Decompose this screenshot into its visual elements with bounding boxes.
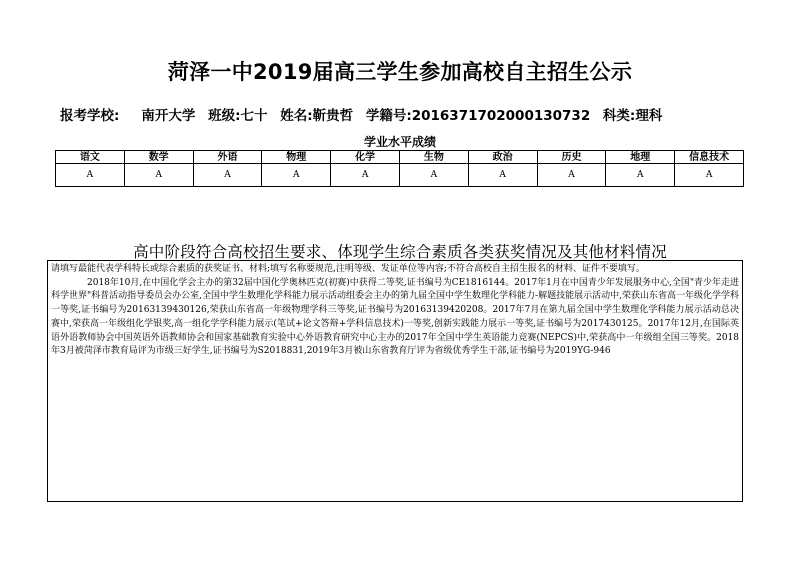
subject-cell: 地理 xyxy=(606,151,675,164)
awards-content: 2018年10月,在中国化学会主办的第32届中国化学奥林匹克(初赛)中获得二等奖,证书编号为CE1816144。2017年1月在中国青少年发展服务中心,全国"青少年走进科学世界"科普活动指导委员会办公室,全国中学生数理化学科能力展示活动组委会主办的第九届全国中学生数理化学科能力-解题技能展示活动中,荣获山东省高一年级化学学科一等奖,证书编号为20163139430126,荣获山东省高一年级物理学科三等奖,证书编号为20163139420208。2017年7月在第九届全国中学生数理化学科能力展示活动总决赛中,荣获高一年级组化学银奖,高一组化学学科能力展示(笔试+论文答辩+学科信息技术)一等奖,创新实践能力展示一等奖,证书编号为2017430125。2017年12月,在国际英语外语教师协会中国英语外语教师协会和国家基础教育实验中心外语教育研究中心主办的2017年全国中学生英语能力竞赛(NEPCS)中,荣获高中一年级组全国三等奖。2018年3月被菏泽市教育局评为市级三好学生,证书编号为S2018831,2019年3月被山东省教育厅评为省级优秀学生干部,证书编号为2019YG-946 xyxy=(51,277,739,357)
grades-header-row xyxy=(56,151,744,164)
score-cell: A xyxy=(606,164,675,187)
awards-box xyxy=(47,260,743,502)
grades-caption: 学业水平成绩 xyxy=(363,135,436,149)
score-cell: A xyxy=(56,164,125,187)
name-label: 姓名: xyxy=(280,108,313,124)
score-cell: A xyxy=(468,164,537,187)
track-value: 理科 xyxy=(635,108,663,124)
school-label: 报考学校: xyxy=(60,108,120,124)
subject-cell: 生物 xyxy=(399,151,468,164)
student-id-value: 2016371702000130732 xyxy=(411,108,591,124)
subject-cell: 物理 xyxy=(262,151,331,164)
score-cell: A xyxy=(262,164,331,187)
subject-cell: 外语 xyxy=(193,151,262,164)
score-cell: A xyxy=(193,164,262,187)
subject-cell: 化学 xyxy=(331,151,400,164)
student-id-label: 学籍号: xyxy=(365,108,412,124)
subject-cell: 语文 xyxy=(56,151,125,164)
score-cell: A xyxy=(124,164,193,187)
awards-section-title: 高中阶段符合高校招生要求、体现学生综合素质各类获奖情况及其他材料情况 xyxy=(133,243,667,261)
student-info-row xyxy=(60,104,662,124)
school-value: 南开大学 xyxy=(141,108,196,124)
score-cell: A xyxy=(537,164,606,187)
grades-table xyxy=(55,150,744,187)
subject-cell: 信息技术 xyxy=(675,151,744,164)
score-cell: A xyxy=(675,164,744,187)
name-value: 靳贵哲 xyxy=(312,108,354,124)
grades-score-row xyxy=(56,164,744,187)
score-cell: A xyxy=(399,164,468,187)
class-value: 七十 xyxy=(240,108,268,124)
awards-instructions: 请填写最能代表学科特长或综合素质的获奖证书、材料;填写名称要规范,注明等级、发证单位等内容;不符合高校自主招生报名的材料、证件不要填写。 xyxy=(51,264,645,274)
score-cell: A xyxy=(331,164,400,187)
class-label: 班级: xyxy=(208,108,241,124)
subject-cell: 历史 xyxy=(537,151,606,164)
subject-cell: 政治 xyxy=(468,151,537,164)
subject-cell: 数学 xyxy=(124,151,193,164)
track-label: 科类: xyxy=(602,108,636,124)
page-title: 菏泽一中2019届高三学生参加高校自主招生公示 xyxy=(167,60,633,84)
